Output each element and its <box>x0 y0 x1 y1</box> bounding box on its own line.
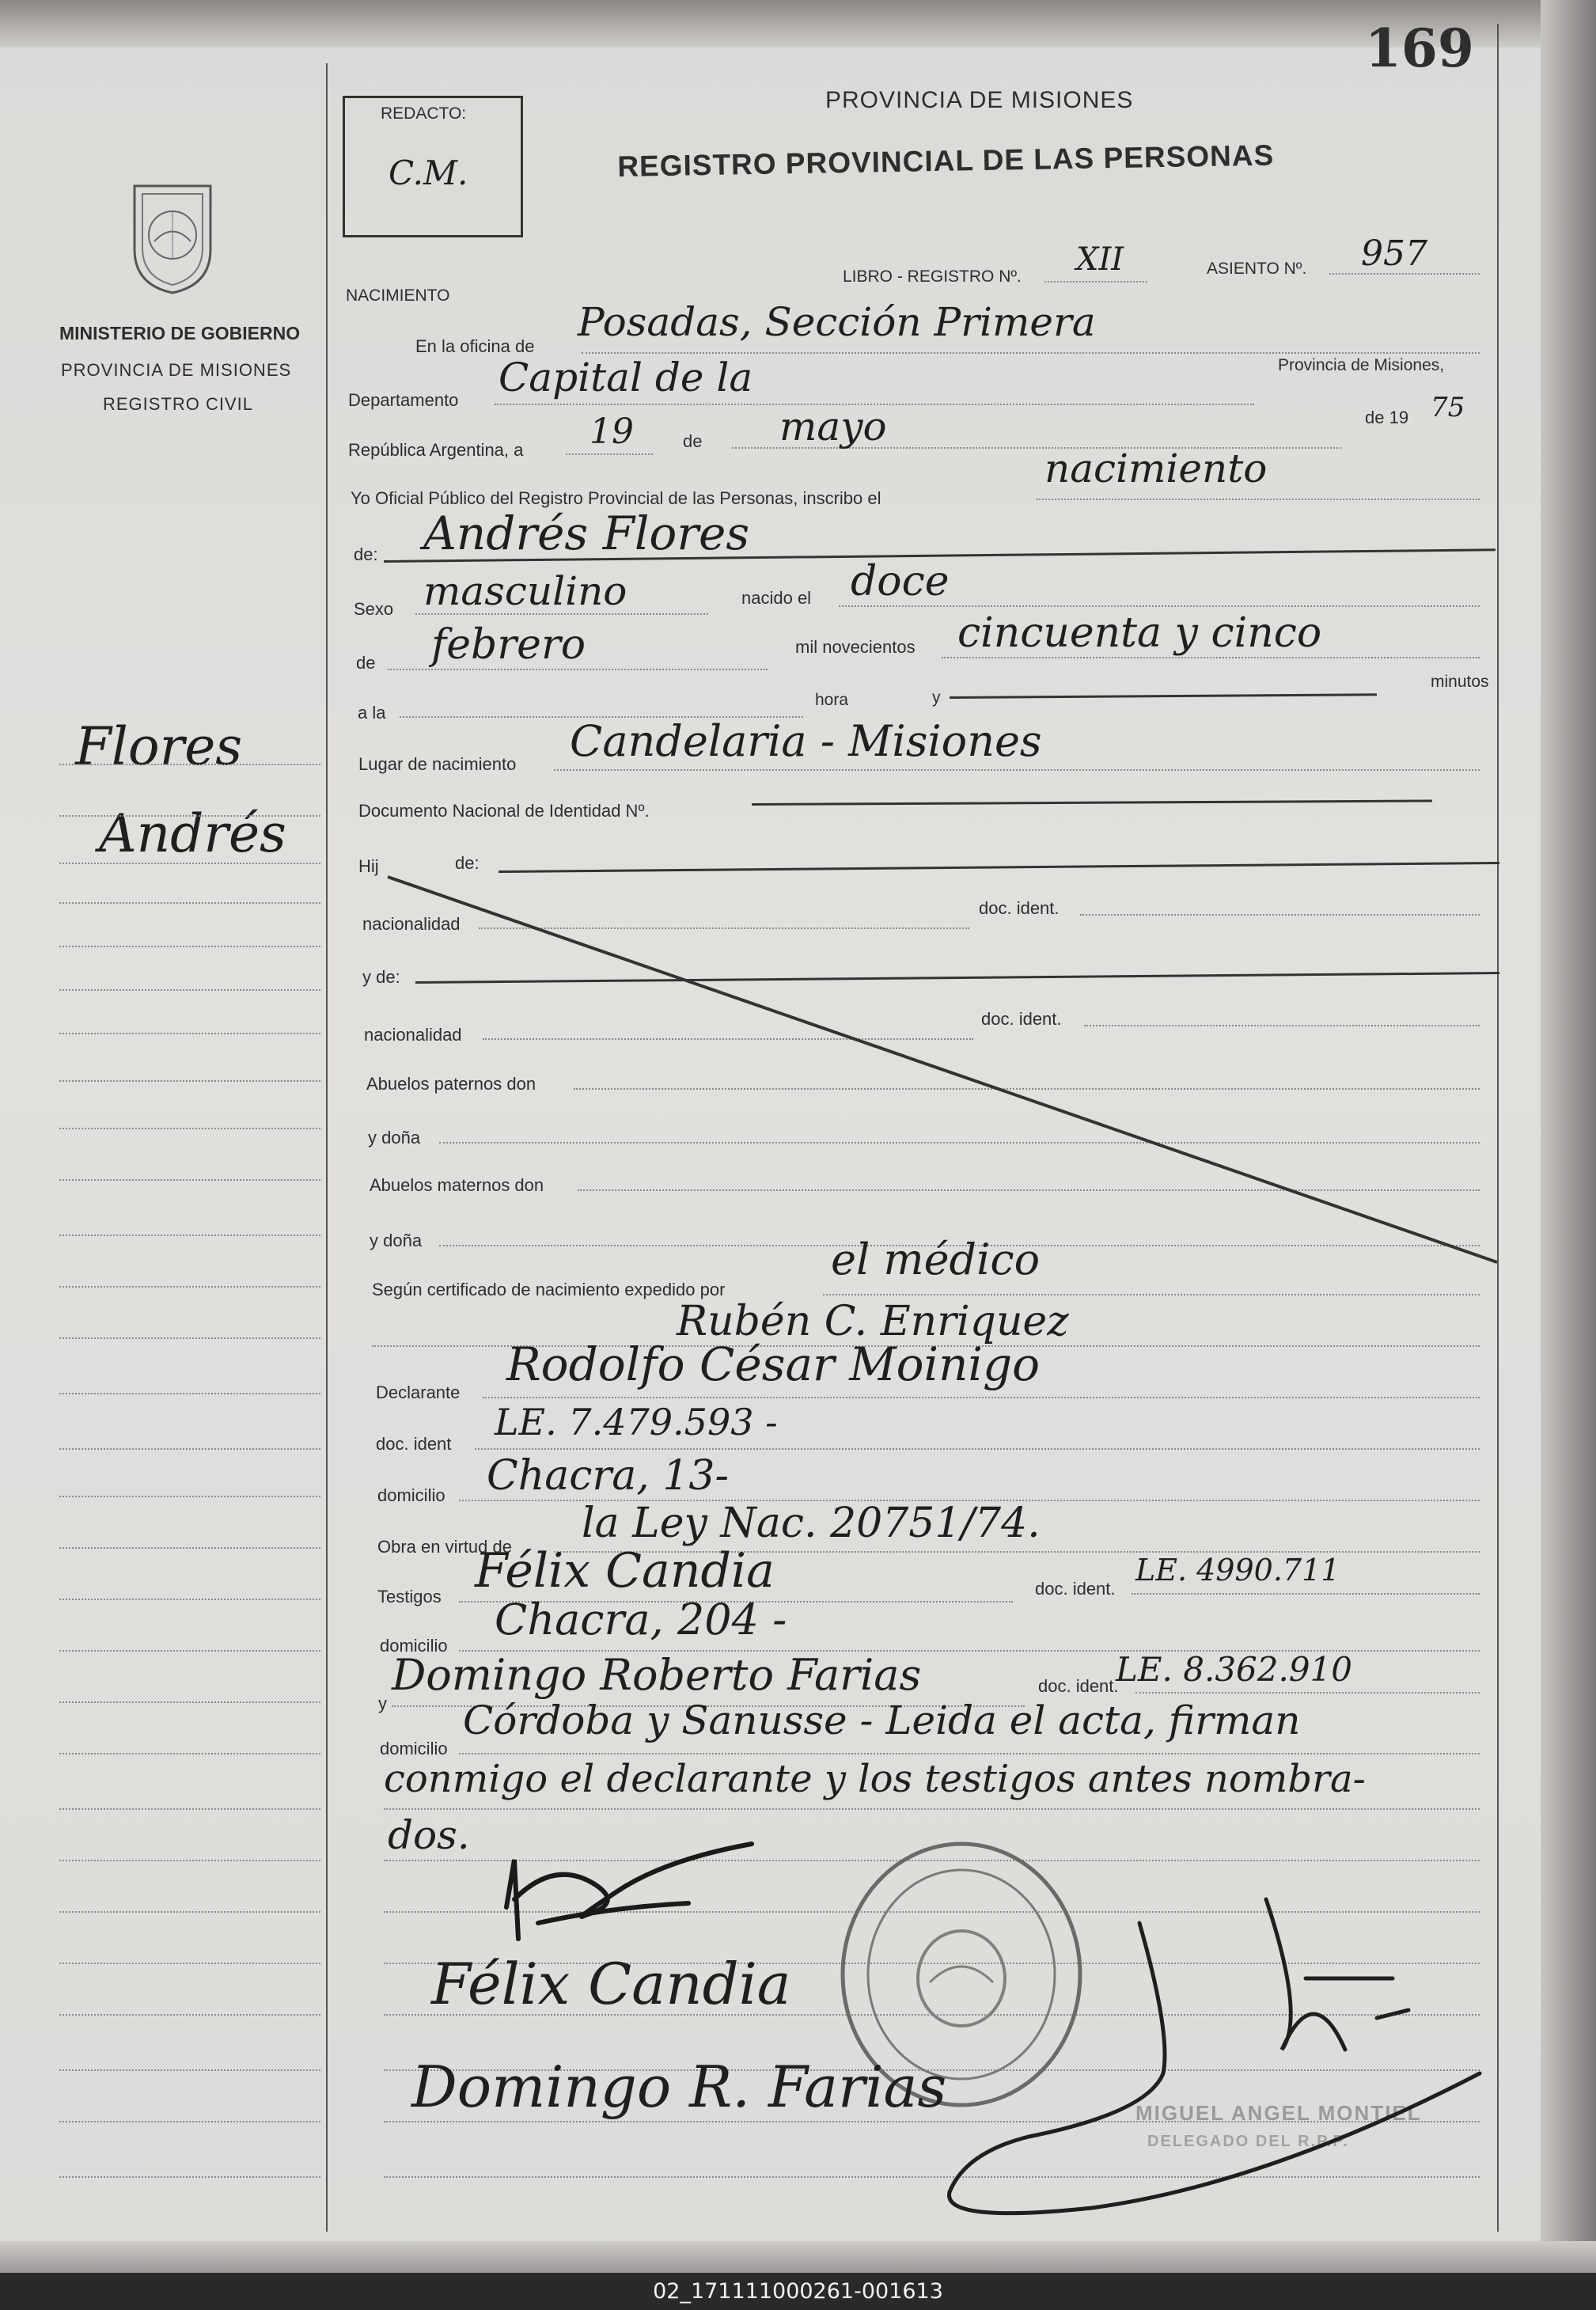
doc-ident2-label: doc. ident. <box>981 1009 1062 1029</box>
official-signature <box>934 1891 1488 2247</box>
mes-nac-line <box>388 669 768 670</box>
nacido-label: nacido el <box>741 588 812 608</box>
abuelos-paternos-label: Abuelos paternos don <box>366 1074 536 1094</box>
sexo-value: masculino <box>423 568 627 614</box>
coat-of-arms-seal <box>119 178 226 297</box>
doc-ident-declarante-label: doc. ident <box>376 1434 452 1454</box>
dni-line <box>752 799 1432 806</box>
stamp-name: MIGUEL ANGEL MONTIEL <box>1135 2101 1422 2125</box>
a-la-label: a la <box>358 703 386 723</box>
certificado-label: Según certificado de nacimiento expedido por <box>372 1280 726 1299</box>
lugar-label: Lugar de nacimiento <box>358 754 517 774</box>
witness2-signature: Domingo R. Farias <box>411 2054 947 2120</box>
testigos-label: Testigos <box>377 1587 442 1606</box>
page-bottom-edge <box>0 2241 1596 2273</box>
declarante-label: Declarante <box>376 1383 461 1402</box>
de3-label: de: <box>455 853 480 873</box>
page-number: 169 <box>1365 17 1474 79</box>
margin-divider <box>326 63 328 2232</box>
acto-value: nacimiento <box>1044 446 1268 491</box>
abuelos-maternos-label: Abuelos maternos don <box>370 1175 544 1195</box>
nacido-value: doce <box>851 558 950 605</box>
cancel-diagonal-line <box>380 871 1503 1274</box>
doc-ident-declarante-value: LE. 7.479.593 - <box>495 1401 778 1443</box>
testigo2-value: Domingo Roberto Farias <box>392 1650 922 1700</box>
domicilio-t1-value: Chacra, 204 - <box>495 1595 787 1644</box>
medico-value: Rubén C. Enriquez <box>677 1298 1069 1345</box>
acto-line <box>1037 499 1480 500</box>
year-value: 75 <box>1431 392 1465 423</box>
nacionalidad2-label: nacionalidad <box>364 1025 462 1045</box>
oficina-label: En la oficina de <box>415 336 535 356</box>
ministry-label: MINISTERIO DE GOBIERNO <box>59 323 301 343</box>
mes-nac-value: febrero <box>431 621 586 669</box>
stamp-role: DELEGADO DEL R.P.P. <box>1147 2133 1349 2150</box>
y-label: y <box>932 688 941 707</box>
de-name-label: de: <box>354 544 378 564</box>
doc-ident-t1-line <box>1132 1593 1480 1595</box>
name-value: Andrés Flores <box>423 506 750 560</box>
lugar-value: Candelaria - Misiones <box>570 716 1042 766</box>
redacto-label: REDACTO: <box>381 104 467 123</box>
domicilio-label: domicilio <box>377 1485 445 1505</box>
closing-line2-rule <box>384 1808 1480 1810</box>
anio-nac-value: cincuenta y cinco <box>957 609 1322 657</box>
hora-label: hora <box>815 691 849 709</box>
y-dona-label: y doña <box>368 1128 421 1147</box>
witness1-signature: Félix Candia <box>431 1951 791 2017</box>
hij-label: Hij <box>358 856 379 876</box>
asiento-value: 957 <box>1361 233 1427 274</box>
libro-value: XII <box>1076 241 1124 278</box>
header-title: REGISTRO PROVINCIAL DE LAS PERSONAS <box>617 138 1275 183</box>
closing-line2: conmigo el declarante y los testigos antes nombra- <box>384 1757 1366 1801</box>
doc-ident-t2-line <box>1135 1692 1480 1694</box>
departamento-label: Departamento <box>348 390 459 410</box>
anio-nac-line <box>942 657 1480 658</box>
nacido-line <box>839 605 1480 607</box>
minutos-line <box>950 693 1377 699</box>
declarante-line <box>483 1397 1480 1398</box>
doc-ident-t1-value: LE. 4990.711 <box>1135 1553 1340 1587</box>
closing-line1: Córdoba y Sanusse - Leida el acta, firman <box>463 1697 1301 1743</box>
oficina-value: Posadas, Sección Primera <box>578 299 1096 345</box>
month-value: mayo <box>779 404 887 449</box>
redacto-box <box>343 96 523 237</box>
asiento-label: ASIENTO Nº. <box>1207 260 1307 278</box>
domicilio-t1-label: domicilio <box>380 1636 448 1656</box>
y-de-label: y de: <box>362 967 400 987</box>
republica-label: República Argentina, a <box>348 440 524 460</box>
scan-id-footer: 02_171111000261-001613 <box>0 2273 1596 2310</box>
testigo1-value: Félix Candia <box>475 1543 775 1599</box>
day-line <box>566 453 653 455</box>
margin-province-label: PROVINCIA DE MISIONES <box>61 360 292 380</box>
y-dona2-label: y doña <box>370 1231 423 1250</box>
lugar-line <box>554 769 1480 771</box>
closing-line1-rule <box>459 1753 1480 1754</box>
oficina-line <box>582 352 1480 354</box>
year-label: de 19 <box>1365 408 1409 427</box>
redacto-value: C.M. <box>389 154 468 192</box>
domicilio-value: Chacra, 13- <box>487 1452 730 1500</box>
sexo-label: Sexo <box>354 599 394 619</box>
doc-ident-declarante-line <box>475 1448 1480 1450</box>
declarante-value: Rodolfo César Moinigo <box>506 1337 1041 1391</box>
departamento-value: Capital de la <box>499 355 753 400</box>
page-right-edge <box>1541 0 1596 2273</box>
doc-ident-t2-label: doc. ident. <box>1038 1676 1119 1696</box>
registro-civil-label: REGISTRO CIVIL <box>103 394 254 414</box>
libro-line <box>1044 281 1147 283</box>
de2-label: de <box>356 653 376 673</box>
certificado-line <box>823 1294 1480 1295</box>
nacionalidad-label: nacionalidad <box>362 914 461 934</box>
dni-label: Documento Nacional de Identidad Nº. <box>358 801 650 821</box>
obra-value: la Ley Nac. 20751/74. <box>582 1500 1041 1547</box>
certificado-value: el médico <box>831 1235 1041 1284</box>
day-value: 19 <box>589 412 634 452</box>
doc-ident-t2-value: LE. 8.362.910 <box>1116 1650 1353 1689</box>
y2-label: y <box>378 1694 387 1713</box>
libro-label: LIBRO - REGISTRO Nº. <box>843 267 1022 286</box>
de-label: de <box>683 431 703 451</box>
declarante-signature <box>491 1828 775 1947</box>
page-top-edge <box>0 0 1596 47</box>
minutos-label: minutos <box>1431 673 1489 691</box>
yo-oficial-label: Yo Oficial Público del Registro Provincial de las Personas, inscribo el <box>351 488 881 508</box>
margin-annotation-surname: Flores <box>75 716 243 777</box>
header-province: PROVINCIA DE MISIONES <box>825 87 1134 113</box>
margin-annotation-name: Andrés <box>99 803 286 864</box>
provincia-label: Provincia de Misiones, <box>1278 356 1445 374</box>
doc-ident-label: doc. ident. <box>979 898 1060 918</box>
domicilio-t2-label: domicilio <box>380 1739 448 1758</box>
record-type-label: NACIMIENTO <box>346 286 450 305</box>
mil-label: mil novecientos <box>795 637 916 657</box>
closing-line3: dos. <box>388 1812 470 1858</box>
doc-ident-t1-label: doc. ident. <box>1035 1579 1116 1599</box>
obra-label: Obra en virtud de <box>377 1537 512 1557</box>
